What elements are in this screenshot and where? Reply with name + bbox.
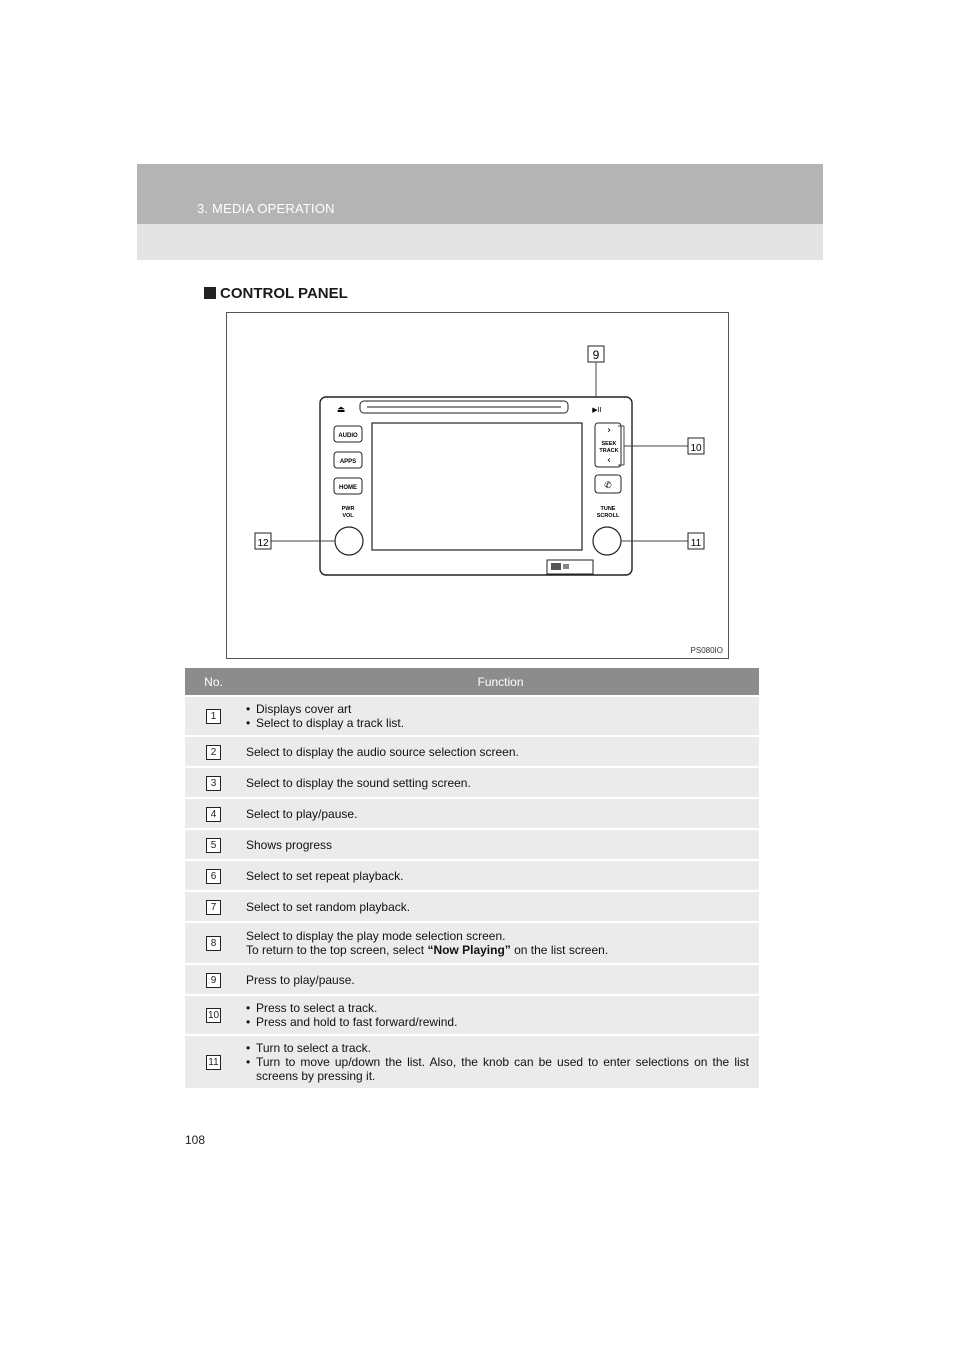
- header-subbar: [137, 224, 823, 260]
- function-text: Select to set random playback.: [242, 891, 759, 922]
- control-panel-figure: [226, 312, 729, 659]
- function-text: Select to display the play mode selection screen.: [246, 929, 506, 943]
- function-text-2: To return to the top screen, select “Now Playing” on the list screen.: [246, 943, 609, 957]
- pwr-label: PWR: [341, 506, 355, 512]
- table-row: [185, 798, 759, 829]
- table-row: [185, 891, 759, 922]
- section-header: 3. MEDIA OPERATION: [197, 201, 335, 216]
- display-screen: [372, 423, 582, 550]
- list-item: • Displays cover art: [246, 702, 352, 716]
- figure-code: PS080IO: [690, 646, 723, 655]
- page-number: 108: [185, 1133, 206, 1147]
- svg-text:9: 9: [592, 348, 600, 362]
- row-number: 4: [206, 807, 221, 822]
- bullet-icon: •: [246, 1001, 251, 1015]
- list-item: • Press and hold to fast forward/rewind.: [246, 1015, 458, 1029]
- table-row: [185, 696, 759, 736]
- bullet-icon: •: [246, 702, 251, 716]
- table-row: [185, 829, 759, 860]
- svg-text:12: 12: [257, 538, 269, 549]
- row-number: 2: [206, 745, 221, 760]
- row-number: 6: [206, 869, 221, 884]
- function-table: [185, 668, 759, 1088]
- function-text: Select to display the sound setting screen.: [242, 767, 759, 798]
- row-number: 10: [207, 1010, 220, 1021]
- home-label: HOME: [339, 485, 357, 491]
- function-text: Select to play/pause.: [242, 798, 759, 829]
- list-item: • Select to display a track list.: [246, 716, 405, 730]
- port-slot: [551, 563, 561, 570]
- function-text: Select to set repeat playback.: [242, 860, 759, 891]
- table-header-row: [185, 668, 759, 696]
- bullet-icon: •: [246, 1015, 251, 1029]
- power-volume-knob: [335, 527, 363, 555]
- col-no-header: No.: [185, 668, 242, 696]
- square-bullet-icon: [204, 287, 216, 299]
- table-row: [185, 995, 759, 1035]
- col-function-header: Function: [242, 668, 759, 696]
- bullet-icon: •: [246, 1041, 251, 1055]
- bullet-icon: •: [246, 716, 251, 730]
- row-number: 11: [206, 1055, 221, 1070]
- row-number: 7: [206, 900, 221, 915]
- function-text: Select to display the audio source selection screen.: [242, 736, 759, 767]
- table-row: [185, 767, 759, 798]
- function-text: Shows progress: [242, 829, 759, 860]
- bullet-icon: •: [246, 1055, 251, 1069]
- scroll-label: SCROLL: [596, 513, 620, 519]
- function-text: Press to play/pause.: [242, 964, 759, 995]
- list-item: • Turn to select a track.: [246, 1041, 371, 1055]
- row-number: 9: [206, 973, 221, 988]
- section-title: CONTROL PANEL: [204, 285, 348, 302]
- track-label: TRACK: [599, 448, 619, 454]
- svg-text:11: 11: [690, 538, 702, 549]
- apps-label: APPS: [339, 459, 357, 465]
- eject-icon: ⏏: [336, 405, 346, 415]
- phone-icon: ✆: [604, 481, 612, 491]
- row-number: 3: [206, 776, 221, 791]
- table-row: [185, 736, 759, 767]
- seek-down-icon: ‹: [607, 455, 611, 466]
- audio-label: AUDIO: [338, 433, 358, 439]
- row-number: 5: [206, 838, 221, 853]
- vol-label: VOL: [342, 513, 354, 519]
- table-row: [185, 1035, 759, 1088]
- tune-label: TUNE: [600, 506, 616, 512]
- seek-up-icon: ›: [607, 425, 611, 436]
- svg-text:10: 10: [690, 443, 702, 454]
- table-row: [185, 860, 759, 891]
- row-number: 1: [206, 709, 221, 724]
- table-row: [185, 964, 759, 995]
- row-number: 8: [206, 936, 221, 951]
- play-pause-icon: ▶II: [592, 406, 602, 414]
- seek-label: SEEK: [601, 441, 617, 447]
- table-row: [185, 922, 759, 964]
- tune-scroll-knob: [593, 527, 621, 555]
- control-panel-illustration: [227, 313, 730, 660]
- list-item: • Turn to move up/down the list. Also, the knob can be used to enter selections on the list screens by pressing it.: [246, 1055, 749, 1083]
- list-item: • Press to select a track.: [246, 1001, 378, 1015]
